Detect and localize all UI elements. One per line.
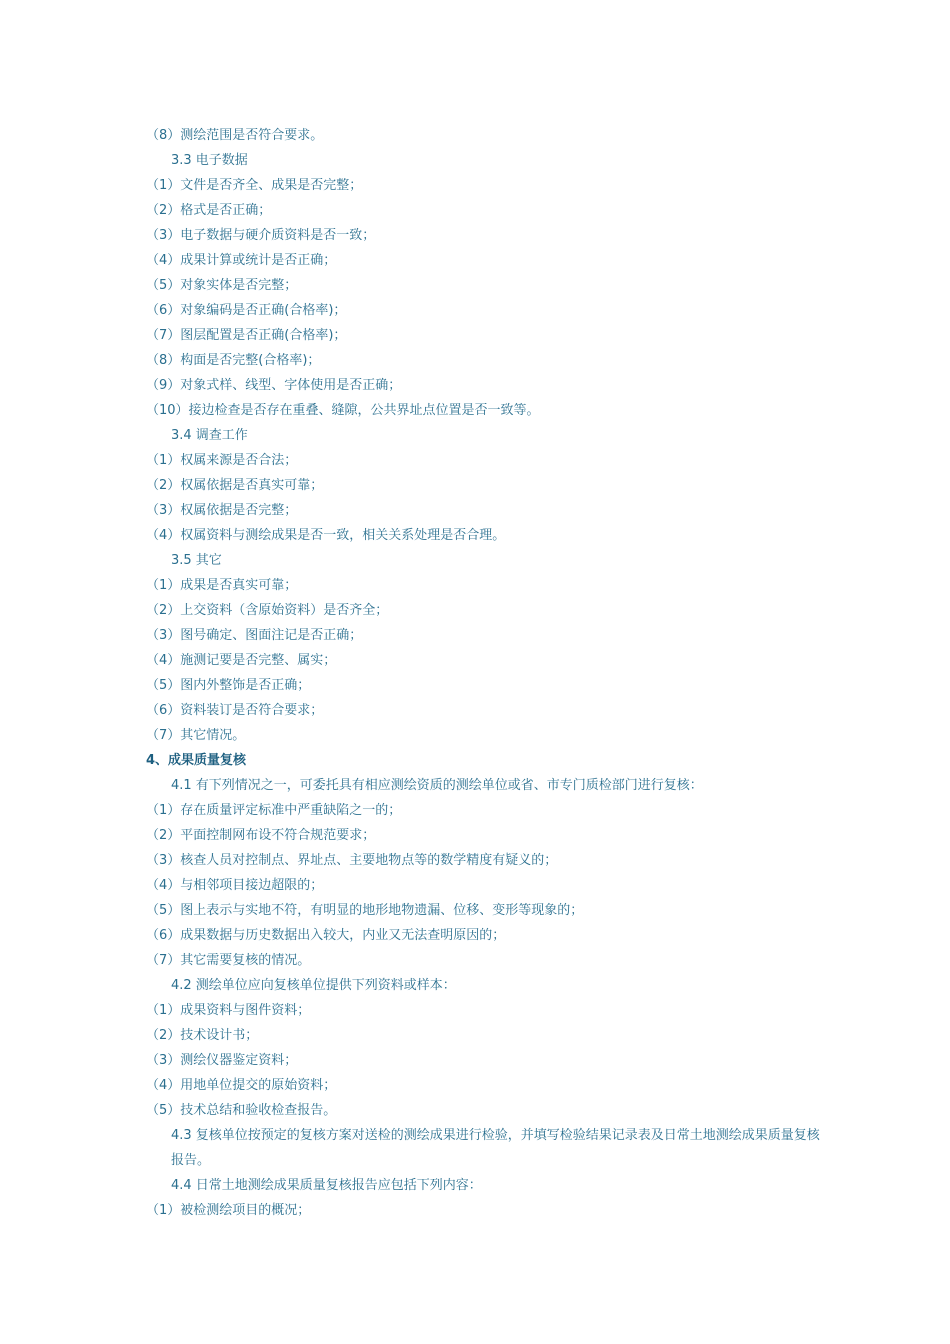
list-item: （6）资料装订是否符合要求； bbox=[146, 703, 324, 718]
list-item: （8）测绘范围是否符合要求。 bbox=[146, 128, 324, 143]
list-item: （2）上交资料（含原始资料）是否齐全； bbox=[146, 603, 389, 618]
list-item: （3）电子数据与硬介质资料是否一致； bbox=[146, 228, 376, 243]
section-heading-3-4: 3.4 调查工作 bbox=[171, 428, 248, 443]
section-heading-4-2: 4.2 测绘单位应向复核单位提供下列资料或样本： bbox=[171, 978, 456, 993]
section-heading-4-4: 4.4 日常土地测绘成果质量复核报告应包括下列内容： bbox=[171, 1178, 482, 1193]
section-heading-3-3: 3.3 电子数据 bbox=[171, 153, 248, 168]
list-item: （5）对象实体是否完整； bbox=[146, 278, 298, 293]
list-item: （7）其它情况。 bbox=[146, 728, 246, 743]
list-item: （9）对象式样、线型、字体使用是否正确； bbox=[146, 378, 402, 393]
list-item: （4）与相邻项目接边超限的； bbox=[146, 878, 324, 893]
list-item: （2）格式是否正确； bbox=[146, 203, 272, 218]
list-item: （5）图内外整饰是否正确； bbox=[146, 678, 311, 693]
list-item: （10）接边检查是否存在重叠、缝隙，公共界址点位置是否一致等。 bbox=[146, 403, 540, 418]
list-item: （5）图上表示与实地不符，有明显的地形地物遗漏、位移、变形等现象的； bbox=[146, 903, 584, 918]
list-item: （4）用地单位提交的原始资料； bbox=[146, 1078, 337, 1093]
list-item: （1）被检测绘项目的概况； bbox=[146, 1203, 311, 1218]
section-heading-4: 4、成果质量复核 bbox=[146, 753, 247, 768]
list-item: （2）平面控制网布设不符合规范要求； bbox=[146, 828, 376, 843]
list-item: （1）成果资料与图件资料； bbox=[146, 1003, 311, 1018]
list-item: （4）权属资料与测绘成果是否一致，相关关系处理是否合理。 bbox=[146, 528, 506, 543]
section-heading-3-5: 3.5 其它 bbox=[171, 553, 222, 568]
list-item: （6）对象编码是否正确(合格率)； bbox=[146, 303, 347, 318]
list-item: （5）技术总结和验收检查报告。 bbox=[146, 1103, 337, 1118]
list-item: （1）权属来源是否合法； bbox=[146, 453, 298, 468]
list-item: （3）权属依据是否完整； bbox=[146, 503, 298, 518]
list-item: （2）技术设计书； bbox=[146, 1028, 259, 1043]
list-item: （1）文件是否齐全、成果是否完整； bbox=[146, 178, 363, 193]
list-item: （2）权属依据是否真实可靠； bbox=[146, 478, 324, 493]
list-item: （4）成果计算或统计是否正确； bbox=[146, 253, 337, 268]
list-item: （8）构面是否完整(合格率)； bbox=[146, 353, 321, 368]
list-item: （4）施测记要是否完整、属实； bbox=[146, 653, 337, 668]
section-heading-4-1: 4.1 有下列情况之一，可委托具有相应测绘资质的测绘单位或省、市专门质检部门进行复核： bbox=[171, 778, 703, 793]
list-item: （3）图号确定、图面注记是否正确； bbox=[146, 628, 363, 643]
list-item: （1）成果是否真实可靠； bbox=[146, 578, 298, 593]
list-item: （3）测绘仪器鉴定资料； bbox=[146, 1053, 298, 1068]
list-item: （3）核查人员对控制点、界址点、主要地物点等的数学精度有疑义的； bbox=[146, 853, 558, 868]
document-body bbox=[146, 123, 826, 1223]
list-item: （7）其它需要复核的情况。 bbox=[146, 953, 311, 968]
list-item: （1）存在质量评定标准中严重缺陷之一的； bbox=[146, 803, 402, 818]
paragraph-4-3: 4.3 复核单位按预定的复核方案对送检的测绘成果进行检验，并填写检验结果记录表及日常土地测绘成果质量复核报告。 bbox=[171, 1128, 820, 1168]
list-item: （7）图层配置是否正确(合格率)； bbox=[146, 328, 347, 343]
list-item: （6）成果数据与历史数据出入较大，内业又无法查明原因的； bbox=[146, 928, 506, 943]
